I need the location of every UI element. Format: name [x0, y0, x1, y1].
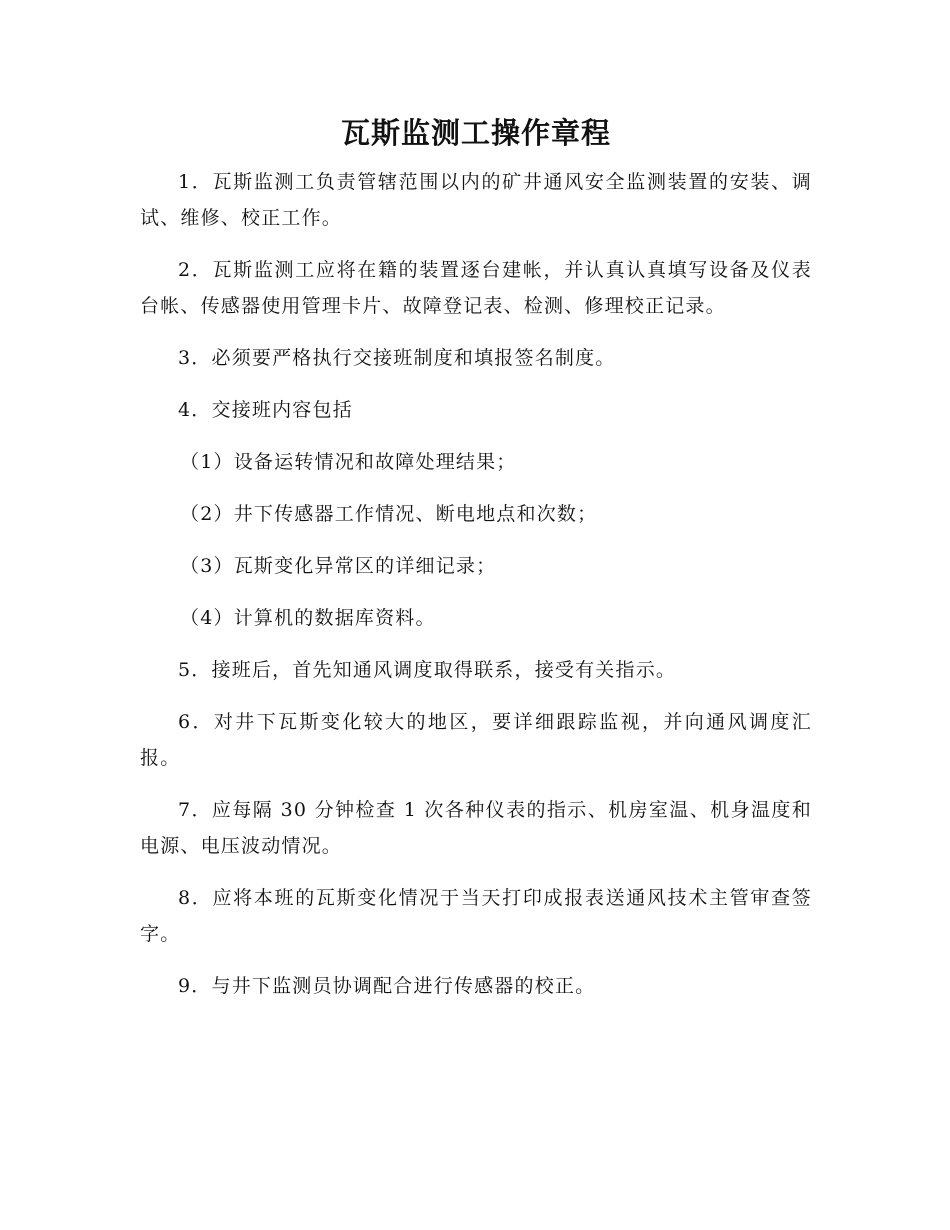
sub-item-2: （2）井下传感器工作情况、断电地点和次数； — [180, 503, 598, 525]
paragraph-7: 7．应每隔 30 分钟检查 1 次各种仪表的指示、机房室温、机身温度和电源、电压波动情况。 — [140, 799, 812, 857]
paragraph-5: 5．接班后，首先知通风调度取得联系，接受有关指示。 — [178, 659, 677, 681]
sub-item-3: （3）瓦斯变化异常区的详细记录； — [180, 555, 497, 577]
paragraph-1: 1．瓦斯监测工负责管辖范围以内的矿井通风安全监测装置的安装、调试、维修、校正工作。 — [140, 171, 812, 229]
paragraph-6: 6．对井下瓦斯变化较大的地区，要详细跟踪监视，并向通风调度汇报。 — [140, 711, 812, 769]
paragraph-3: 3．必须要严格执行交接班制度和填报签名制度。 — [178, 347, 616, 369]
sub-item-1: （1）设备运转情况和故障处理结果； — [180, 451, 517, 473]
paragraph-2: 2．瓦斯监测工应将在籍的装置逐台建帐，并认真认真填写设备及仪表台帐、传感器使用管理卡片、故障登记表、检测、修理校正记录。 — [140, 259, 812, 317]
sub-item-4: （4）计算机的数据库资料。 — [180, 607, 436, 629]
paragraph-8: 8．应将本班的瓦斯变化情况于当天打印成报表送通风技术主管审查签字。 — [140, 887, 812, 945]
document-title: 瓦斯监测工操作章程 — [340, 116, 611, 150]
paragraph-9: 9．与井下监测员协调配合进行传感器的校正。 — [178, 975, 596, 997]
paragraph-4: 4．交接班内容包括 — [178, 399, 353, 421]
